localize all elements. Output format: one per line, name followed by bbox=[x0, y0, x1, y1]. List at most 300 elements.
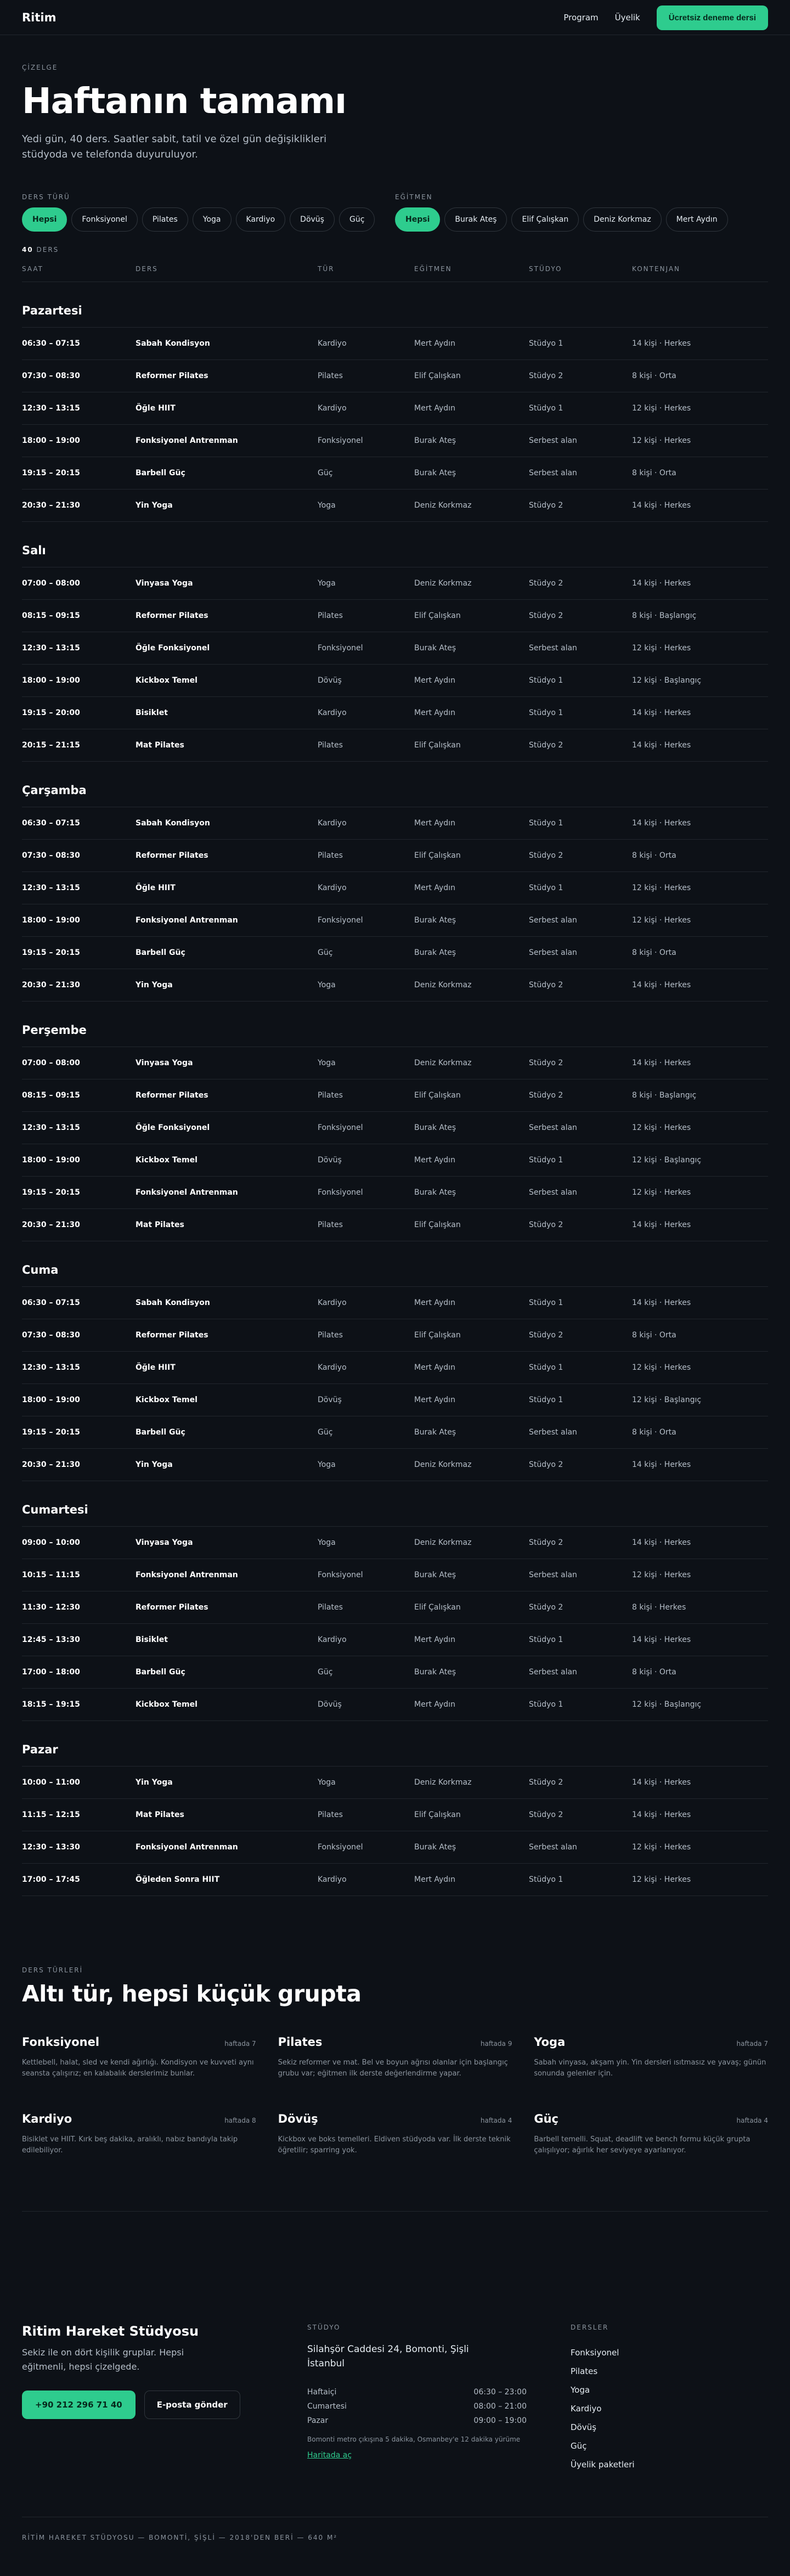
footer-lesson-link[interactable]: Fonksiyonel bbox=[571, 2348, 619, 2358]
lesson-name: Vinyasa Yoga bbox=[136, 1538, 193, 1547]
lesson-capacity: 8 kişi · Orta bbox=[632, 372, 676, 380]
lesson-time: 20:30 – 21:30 bbox=[22, 981, 80, 989]
lesson-trainer: Deniz Korkmaz bbox=[414, 1538, 472, 1547]
type-card bbox=[22, 2112, 256, 2156]
lesson-capacity: 14 kişi · Herkes bbox=[632, 501, 691, 510]
logo[interactable]: Ritim bbox=[22, 11, 57, 24]
table-row[interactable] bbox=[22, 969, 768, 1002]
lesson-studio: Stüdyo 1 bbox=[529, 1363, 563, 1372]
lesson-type: Kardiyo bbox=[318, 1635, 347, 1644]
lesson-trainer: Elif Çalışkan bbox=[414, 851, 461, 860]
lesson-studio: Serbest alan bbox=[529, 1188, 577, 1197]
lesson-name: Mat Pilates bbox=[136, 1220, 184, 1229]
lesson-capacity: 12 kişi · Herkes bbox=[632, 1188, 691, 1197]
table-row[interactable] bbox=[22, 1656, 768, 1689]
lesson-trainer: Burak Ateş bbox=[414, 1571, 456, 1579]
day-section bbox=[22, 282, 768, 522]
lesson-studio: Serbest alan bbox=[529, 644, 577, 653]
table-row[interactable] bbox=[22, 729, 768, 762]
lesson-name: Reformer Pilates bbox=[136, 851, 208, 860]
lesson-studio: Stüdyo 1 bbox=[529, 708, 563, 717]
table-row[interactable] bbox=[22, 457, 768, 490]
lesson-time: 07:30 – 08:30 bbox=[22, 851, 80, 860]
table-row[interactable] bbox=[22, 1144, 768, 1177]
footer-lesson-link[interactable]: Üyelik paketleri bbox=[571, 2460, 635, 2470]
lesson-trainer: Burak Ateş bbox=[414, 436, 456, 445]
lesson-studio: Stüdyo 1 bbox=[529, 1700, 563, 1709]
type-card bbox=[534, 2112, 768, 2156]
type-name: Fonksiyonel bbox=[22, 2035, 100, 2049]
map-link[interactable]: Haritada aç bbox=[307, 2451, 352, 2460]
lesson-trainer: Deniz Korkmaz bbox=[414, 501, 472, 510]
lesson-time: 11:30 – 12:30 bbox=[22, 1603, 80, 1612]
lesson-capacity: 12 kişi · Başlangıç bbox=[632, 1396, 702, 1404]
studio-address: Silahşör Caddesi 24, Bomonti, Şişli İstanbul bbox=[307, 2344, 469, 2369]
lesson-capacity: 12 kişi · Başlangıç bbox=[632, 676, 702, 685]
lesson-time: 18:15 – 19:15 bbox=[22, 1700, 80, 1709]
lesson-trainer: Mert Aydın bbox=[414, 1875, 455, 1884]
lesson-trainer: Elif Çalışkan bbox=[414, 1220, 461, 1229]
lesson-time: 20:30 – 21:30 bbox=[22, 1460, 80, 1469]
lesson-capacity: 8 kişi · Orta bbox=[632, 851, 676, 860]
lesson-trainer: Elif Çalışkan bbox=[414, 741, 461, 750]
lesson-name: Mat Pilates bbox=[136, 741, 184, 750]
lesson-type: Kardiyo bbox=[318, 708, 347, 717]
type-card-head bbox=[534, 2035, 768, 2049]
lesson-type: Fonksiyonel bbox=[318, 916, 363, 925]
lesson-type: Fonksiyonel bbox=[318, 436, 363, 445]
lesson-type: Dövüş bbox=[318, 1700, 342, 1709]
hours-day: Haftaiçi bbox=[307, 2388, 337, 2397]
lesson-name: Kickbox Temel bbox=[136, 1396, 198, 1404]
free-trial-button[interactable]: Ücretsiz deneme dersi bbox=[657, 5, 768, 30]
type-name: Pilates bbox=[278, 2035, 323, 2049]
table-row[interactable] bbox=[22, 1831, 768, 1864]
nav-program-link[interactable]: Program bbox=[563, 13, 599, 23]
table-row[interactable] bbox=[22, 632, 768, 665]
footer-lesson-link[interactable]: Kardiyo bbox=[571, 2404, 602, 2414]
lesson-name: Öğle HIIT bbox=[136, 404, 176, 413]
lesson-trainer: Deniz Korkmaz bbox=[414, 1778, 472, 1787]
lesson-types bbox=[22, 1896, 768, 2212]
lesson-trainer: Elif Çalışkan bbox=[414, 1331, 461, 1340]
lesson-type: Kardiyo bbox=[318, 884, 347, 892]
lesson-time: 20:30 – 21:30 bbox=[22, 1220, 80, 1229]
table-row[interactable] bbox=[22, 1449, 768, 1481]
main-nav bbox=[563, 5, 768, 30]
lesson-capacity: 14 kişi · Herkes bbox=[632, 708, 691, 717]
type-filter-label: DERS TÜRÜ bbox=[22, 193, 70, 201]
lesson-name: Mat Pilates bbox=[136, 1810, 184, 1819]
lesson-name: Kickbox Temel bbox=[136, 676, 198, 685]
footer-lesson-link[interactable]: Dövüş bbox=[571, 2422, 596, 2432]
footer-lesson-link[interactable]: Pilates bbox=[571, 2366, 598, 2376]
table-row[interactable] bbox=[22, 1624, 768, 1656]
lesson-type: Pilates bbox=[318, 1331, 343, 1340]
table-row[interactable] bbox=[22, 1112, 768, 1144]
lesson-studio: Stüdyo 2 bbox=[529, 1220, 563, 1229]
footer-title: Ritim Hareket Stüdyosu bbox=[22, 2324, 199, 2339]
lesson-trainer: Mert Aydın bbox=[414, 708, 455, 717]
trainer-chip[interactable]: Hepsi bbox=[395, 207, 440, 232]
lesson-trainer: Burak Ateş bbox=[414, 644, 456, 653]
col-lesson: DERS bbox=[136, 265, 158, 273]
email-button[interactable]: E-posta gönder bbox=[144, 2391, 240, 2419]
lesson-name: Reformer Pilates bbox=[136, 611, 208, 620]
lesson-studio: Stüdyo 2 bbox=[529, 1778, 563, 1787]
type-card bbox=[278, 2035, 512, 2079]
lesson-trainer: Mert Aydın bbox=[414, 1156, 455, 1165]
lesson-time: 07:30 – 08:30 bbox=[22, 1331, 80, 1340]
types-title: Altı tür, hepsi küçük grupta bbox=[22, 1981, 362, 2007]
lesson-type: Fonksiyonel bbox=[318, 1571, 363, 1579]
lesson-name: Öğle HIIT bbox=[136, 1363, 176, 1372]
table-row[interactable] bbox=[22, 1591, 768, 1624]
lesson-trainer: Elif Çalışkan bbox=[414, 1603, 461, 1612]
lesson-name: Sabah Kondisyon bbox=[136, 819, 210, 828]
lesson-name: Öğleden Sonra HIIT bbox=[136, 1875, 220, 1884]
table-row[interactable] bbox=[22, 567, 768, 600]
day-title: Perşembe bbox=[22, 1023, 768, 1047]
trainer-chip[interactable]: Deniz Korkmaz bbox=[583, 207, 661, 232]
col-type: TÜR bbox=[318, 265, 335, 273]
day-section bbox=[22, 762, 768, 1002]
lesson-studio: Stüdyo 1 bbox=[529, 676, 563, 685]
hero bbox=[22, 35, 768, 162]
lesson-capacity: 12 kişi · Başlangıç bbox=[632, 1156, 702, 1165]
type-card bbox=[278, 2112, 512, 2156]
type-card-head bbox=[278, 2035, 512, 2049]
type-card bbox=[534, 2035, 768, 2079]
studio-label: STÜDYO bbox=[307, 2324, 341, 2331]
lesson-trainer: Mert Aydın bbox=[414, 1635, 455, 1644]
lesson-type: Pilates bbox=[318, 851, 343, 860]
lesson-trainer: Mert Aydın bbox=[414, 884, 455, 892]
table-row[interactable] bbox=[22, 1319, 768, 1352]
site-footer bbox=[22, 2212, 768, 2569]
type-chip[interactable]: Yoga bbox=[193, 207, 232, 232]
type-count: haftada 8 bbox=[224, 2117, 256, 2124]
table-row[interactable] bbox=[22, 1287, 768, 1319]
type-card-head bbox=[22, 2035, 256, 2049]
lesson-type: Dövüş bbox=[318, 1396, 342, 1404]
main-content bbox=[22, 35, 768, 2212]
lesson-studio: Stüdyo 1 bbox=[529, 1396, 563, 1404]
lesson-trainer: Burak Ateş bbox=[414, 1123, 456, 1132]
type-description: Sekiz reformer ve mat. Bel ve boyun ağrısı olanlar için başlangıç grubu var; eğitmen ilk derste değerlendirme yapar. bbox=[278, 2058, 508, 2078]
lesson-count-number: 40 bbox=[22, 246, 33, 254]
lesson-capacity: 14 kişi · Herkes bbox=[632, 1635, 691, 1644]
table-row[interactable] bbox=[22, 1799, 768, 1831]
type-chip[interactable]: Pilates bbox=[142, 207, 188, 232]
table-row[interactable] bbox=[22, 1689, 768, 1721]
type-description: Barbell temelli. Squat, deadlift ve bench formu küçük grupta çalışılıyor; ağırlık her seviyeye ayarlanıyor. bbox=[534, 2135, 751, 2155]
lesson-time: 19:15 – 20:00 bbox=[22, 708, 80, 717]
lesson-name: Barbell Güç bbox=[136, 469, 185, 477]
lesson-time: 19:15 – 20:15 bbox=[22, 469, 80, 477]
lesson-studio: Stüdyo 1 bbox=[529, 339, 563, 348]
lesson-capacity: 14 kişi · Herkes bbox=[632, 1059, 691, 1067]
lesson-capacity: 12 kişi · Herkes bbox=[632, 884, 691, 892]
lesson-type: Yoga bbox=[318, 1460, 336, 1469]
lesson-capacity: 12 kişi · Herkes bbox=[632, 916, 691, 925]
footer-grid bbox=[22, 2324, 768, 2474]
hours-row bbox=[307, 2414, 527, 2428]
nav-membership-link[interactable]: Üyelik bbox=[614, 13, 640, 23]
day-title: Pazartesi bbox=[22, 304, 768, 328]
lesson-type: Güç bbox=[318, 1668, 333, 1677]
lesson-time: 18:00 – 19:00 bbox=[22, 676, 80, 685]
lesson-studio: Stüdyo 2 bbox=[529, 1538, 563, 1547]
lesson-trainer: Burak Ateş bbox=[414, 469, 456, 477]
lesson-studio: Stüdyo 2 bbox=[529, 741, 563, 750]
table-row[interactable] bbox=[22, 937, 768, 969]
hours-time: 08:00 – 21:00 bbox=[473, 2402, 527, 2411]
lesson-type: Kardiyo bbox=[318, 404, 347, 413]
day-title: Pazar bbox=[22, 1743, 768, 1767]
table-row[interactable] bbox=[22, 1864, 768, 1896]
lesson-type: Pilates bbox=[318, 1603, 343, 1612]
lesson-type: Pilates bbox=[318, 611, 343, 620]
lesson-capacity: 14 kişi · Herkes bbox=[632, 579, 691, 588]
lesson-trainer: Deniz Korkmaz bbox=[414, 1059, 472, 1067]
type-count: haftada 7 bbox=[736, 2040, 768, 2048]
lesson-trainer: Mert Aydın bbox=[414, 819, 455, 828]
lesson-studio: Stüdyo 1 bbox=[529, 1635, 563, 1644]
lesson-type: Kardiyo bbox=[318, 1875, 347, 1884]
lesson-type: Kardiyo bbox=[318, 819, 347, 828]
table-row[interactable] bbox=[22, 1559, 768, 1591]
type-count: haftada 4 bbox=[736, 2117, 768, 2124]
lesson-time: 11:15 – 12:15 bbox=[22, 1810, 80, 1819]
lesson-count-label: DERS bbox=[33, 246, 59, 254]
lesson-capacity: 12 kişi · Herkes bbox=[632, 1875, 691, 1884]
table-row[interactable] bbox=[22, 807, 768, 840]
lesson-type: Fonksiyonel bbox=[318, 644, 363, 653]
lesson-type: Pilates bbox=[318, 1091, 343, 1100]
lesson-capacity: 12 kişi · Herkes bbox=[632, 1123, 691, 1132]
phone-button[interactable]: +90 212 296 71 40 bbox=[22, 2391, 136, 2419]
lesson-capacity: 12 kişi · Herkes bbox=[632, 1363, 691, 1372]
lesson-trainer: Elif Çalışkan bbox=[414, 1091, 461, 1100]
lesson-type: Kardiyo bbox=[318, 1363, 347, 1372]
type-card-head bbox=[22, 2112, 256, 2125]
lesson-name: Fonksiyonel Antrenman bbox=[136, 916, 238, 925]
transit-note: Bomonti metro çıkışına 5 dakika, Osmanbey'e 12 dakika yürüme bbox=[307, 2436, 521, 2443]
lesson-type: Güç bbox=[318, 1428, 333, 1437]
lesson-time: 12:30 – 13:30 bbox=[22, 1843, 80, 1852]
hours-row bbox=[307, 2385, 527, 2399]
lesson-studio: Stüdyo 1 bbox=[529, 1875, 563, 1884]
day-section bbox=[22, 1481, 768, 1721]
lesson-name: Reformer Pilates bbox=[136, 1603, 208, 1612]
table-row[interactable] bbox=[22, 490, 768, 522]
lesson-trainer: Mert Aydın bbox=[414, 404, 455, 413]
lesson-name: Vinyasa Yoga bbox=[136, 579, 193, 588]
lesson-trainer: Mert Aydın bbox=[414, 1298, 455, 1307]
hours-row bbox=[307, 2399, 527, 2414]
lesson-time: 20:30 – 21:30 bbox=[22, 501, 80, 510]
page-title: Haftanın tamamı bbox=[22, 81, 346, 122]
lesson-time: 09:00 – 10:00 bbox=[22, 1538, 80, 1547]
table-row[interactable] bbox=[22, 1209, 768, 1241]
lesson-type: Pilates bbox=[318, 372, 343, 380]
lesson-studio: Stüdyo 2 bbox=[529, 1460, 563, 1469]
lesson-name: Bisiklet bbox=[136, 1635, 168, 1644]
lesson-capacity: 12 kişi · Herkes bbox=[632, 1843, 691, 1852]
table-row[interactable] bbox=[22, 328, 768, 360]
lesson-capacity: 14 kişi · Herkes bbox=[632, 981, 691, 989]
lesson-type: Dövüş bbox=[318, 1156, 342, 1165]
type-chip[interactable]: Hepsi bbox=[22, 207, 67, 232]
table-row[interactable] bbox=[22, 1767, 768, 1799]
type-count: haftada 7 bbox=[224, 2040, 256, 2048]
lesson-studio: Stüdyo 1 bbox=[529, 884, 563, 892]
table-row[interactable] bbox=[22, 1047, 768, 1079]
type-chip[interactable]: Kardiyo bbox=[236, 207, 286, 232]
lesson-trainer: Burak Ateş bbox=[414, 948, 456, 957]
lesson-type: Pilates bbox=[318, 741, 343, 750]
lesson-type: Güç bbox=[318, 948, 333, 957]
table-row[interactable] bbox=[22, 600, 768, 632]
lesson-type: Fonksiyonel bbox=[318, 1188, 363, 1197]
trainer-chip[interactable]: Elif Çalışkan bbox=[511, 207, 579, 232]
lesson-studio: Stüdyo 2 bbox=[529, 1810, 563, 1819]
lesson-capacity: 8 kişi · Başlangıç bbox=[632, 1091, 697, 1100]
lesson-studio: Stüdyo 2 bbox=[529, 501, 563, 510]
lesson-name: Öğle HIIT bbox=[136, 884, 176, 892]
type-description: Kettlebell, halat, sled ve kendi ağırlığı. Kondisyon ve kuvveti aynı seansta çalışırız; en kalabalık derslerimiz bunlar. bbox=[22, 2058, 254, 2078]
trainer-chips bbox=[395, 207, 768, 232]
lesson-trainer: Deniz Korkmaz bbox=[414, 1460, 472, 1469]
lesson-name: Reformer Pilates bbox=[136, 1331, 208, 1340]
lesson-name: Bisiklet bbox=[136, 708, 168, 717]
lesson-time: 06:30 – 07:15 bbox=[22, 1298, 80, 1307]
lesson-name: Fonksiyonel Antrenman bbox=[136, 1571, 238, 1579]
table-row[interactable] bbox=[22, 1079, 768, 1112]
table-row[interactable] bbox=[22, 1177, 768, 1209]
table-row[interactable] bbox=[22, 1384, 768, 1416]
day-title: Cuma bbox=[22, 1263, 768, 1287]
lesson-studio: Stüdyo 2 bbox=[529, 372, 563, 380]
lesson-name: Yin Yoga bbox=[136, 1460, 173, 1469]
type-chip[interactable]: Dövüş bbox=[290, 207, 335, 232]
lesson-time: 18:00 – 19:00 bbox=[22, 436, 80, 445]
table-row[interactable] bbox=[22, 904, 768, 937]
type-count: haftada 9 bbox=[480, 2040, 512, 2048]
lessons-label: DERSLER bbox=[571, 2324, 609, 2331]
lesson-type: Dövüş bbox=[318, 676, 342, 685]
day-title: Salı bbox=[22, 544, 768, 567]
lesson-name: Sabah Kondisyon bbox=[136, 339, 210, 348]
table-row[interactable] bbox=[22, 360, 768, 392]
site-header bbox=[0, 0, 790, 35]
lesson-capacity: 14 kişi · Herkes bbox=[632, 339, 691, 348]
lesson-type: Fonksiyonel bbox=[318, 1843, 363, 1852]
lesson-name: Yin Yoga bbox=[136, 981, 173, 989]
table-row[interactable] bbox=[22, 665, 768, 697]
footer-studio bbox=[307, 2324, 549, 2474]
lesson-time: 06:30 – 07:15 bbox=[22, 339, 80, 348]
type-description: Sabah vinyasa, akşam yin. Yin dersleri ısıtmasız ve yavaş; günün sonunda gelenler için. bbox=[534, 2058, 766, 2078]
footer-lesson-link[interactable]: Güç bbox=[571, 2441, 587, 2451]
table-row[interactable] bbox=[22, 872, 768, 904]
lesson-time: 18:00 – 19:00 bbox=[22, 1156, 80, 1165]
table-row[interactable] bbox=[22, 1527, 768, 1559]
lesson-time: 12:30 – 13:15 bbox=[22, 404, 80, 413]
type-description: Kickbox ve boks temelleri. Eldiven stüdyoda var. İlk derste teknik öğretilir; sparring yok. bbox=[278, 2135, 511, 2155]
lesson-type: Kardiyo bbox=[318, 339, 347, 348]
lesson-trainer: Burak Ateş bbox=[414, 1843, 456, 1852]
type-grid bbox=[22, 2035, 768, 2156]
lesson-time: 17:00 – 17:45 bbox=[22, 1875, 80, 1884]
type-chip[interactable]: Güç bbox=[339, 207, 375, 232]
lesson-trainer: Mert Aydın bbox=[414, 676, 455, 685]
lesson-time: 18:00 – 19:00 bbox=[22, 1396, 80, 1404]
types-eyebrow: DERS TÜRLERİ bbox=[22, 1966, 83, 1974]
schedule bbox=[22, 282, 768, 1896]
lesson-trainer: Elif Çalışkan bbox=[414, 372, 461, 380]
lesson-capacity: 12 kişi · Herkes bbox=[632, 644, 691, 653]
trainer-chip[interactable]: Mert Aydın bbox=[666, 207, 728, 232]
table-row[interactable] bbox=[22, 425, 768, 457]
lesson-time: 12:30 – 13:15 bbox=[22, 884, 80, 892]
filters bbox=[22, 193, 768, 232]
type-card-head bbox=[278, 2112, 512, 2125]
lesson-capacity: 14 kişi · Herkes bbox=[632, 1298, 691, 1307]
trainer-filter-label: EĞİTMEN bbox=[395, 193, 433, 201]
table-row[interactable] bbox=[22, 392, 768, 425]
table-row[interactable] bbox=[22, 1352, 768, 1384]
type-chip[interactable]: Fonksiyonel bbox=[71, 207, 138, 232]
day-section bbox=[22, 1002, 768, 1241]
lesson-type: Yoga bbox=[318, 1778, 336, 1787]
hours-time: 09:00 – 19:00 bbox=[473, 2416, 527, 2425]
table-row[interactable] bbox=[22, 697, 768, 729]
hero-lead: Yedi gün, 40 ders. Saatler sabit, tatil ve özel gün değişiklikleri stüdyoda ve telefonda duyuruluyor. bbox=[22, 133, 327, 160]
lesson-capacity: 14 kişi · Herkes bbox=[632, 741, 691, 750]
lesson-studio: Serbest alan bbox=[529, 916, 577, 925]
lesson-time: 07:30 – 08:30 bbox=[22, 372, 80, 380]
lesson-time: 20:15 – 21:15 bbox=[22, 741, 80, 750]
table-row[interactable] bbox=[22, 1416, 768, 1449]
lesson-name: Reformer Pilates bbox=[136, 1091, 208, 1100]
lesson-studio: Stüdyo 2 bbox=[529, 611, 563, 620]
lesson-capacity: 12 kişi · Başlangıç bbox=[632, 1700, 702, 1709]
col-time: SAAT bbox=[22, 265, 43, 273]
lesson-time: 18:00 – 19:00 bbox=[22, 916, 80, 925]
lesson-time: 08:15 – 09:15 bbox=[22, 1091, 80, 1100]
lesson-capacity: 14 kişi · Herkes bbox=[632, 1220, 691, 1229]
lesson-time: 12:30 – 13:15 bbox=[22, 1363, 80, 1372]
lesson-name: Öğle Fonksiyonel bbox=[136, 1123, 210, 1132]
lesson-trainer: Burak Ateş bbox=[414, 1668, 456, 1677]
lesson-trainer: Elif Çalışkan bbox=[414, 611, 461, 620]
lesson-time: 10:15 – 11:15 bbox=[22, 1571, 80, 1579]
lesson-trainer: Elif Çalışkan bbox=[414, 1810, 461, 1819]
lesson-name: Barbell Güç bbox=[136, 948, 185, 957]
lesson-studio: Serbest alan bbox=[529, 1428, 577, 1437]
col-trainer: EĞİTMEN bbox=[414, 265, 452, 273]
footer-lesson-link[interactable]: Yoga bbox=[571, 2385, 590, 2395]
lesson-type: Pilates bbox=[318, 1220, 343, 1229]
lesson-studio: Stüdyo 2 bbox=[529, 579, 563, 588]
trainer-chip[interactable]: Burak Ateş bbox=[444, 207, 507, 232]
lesson-time: 07:00 – 08:00 bbox=[22, 1059, 80, 1067]
type-name: Güç bbox=[534, 2112, 558, 2125]
table-row[interactable] bbox=[22, 840, 768, 872]
type-chips bbox=[22, 207, 395, 232]
